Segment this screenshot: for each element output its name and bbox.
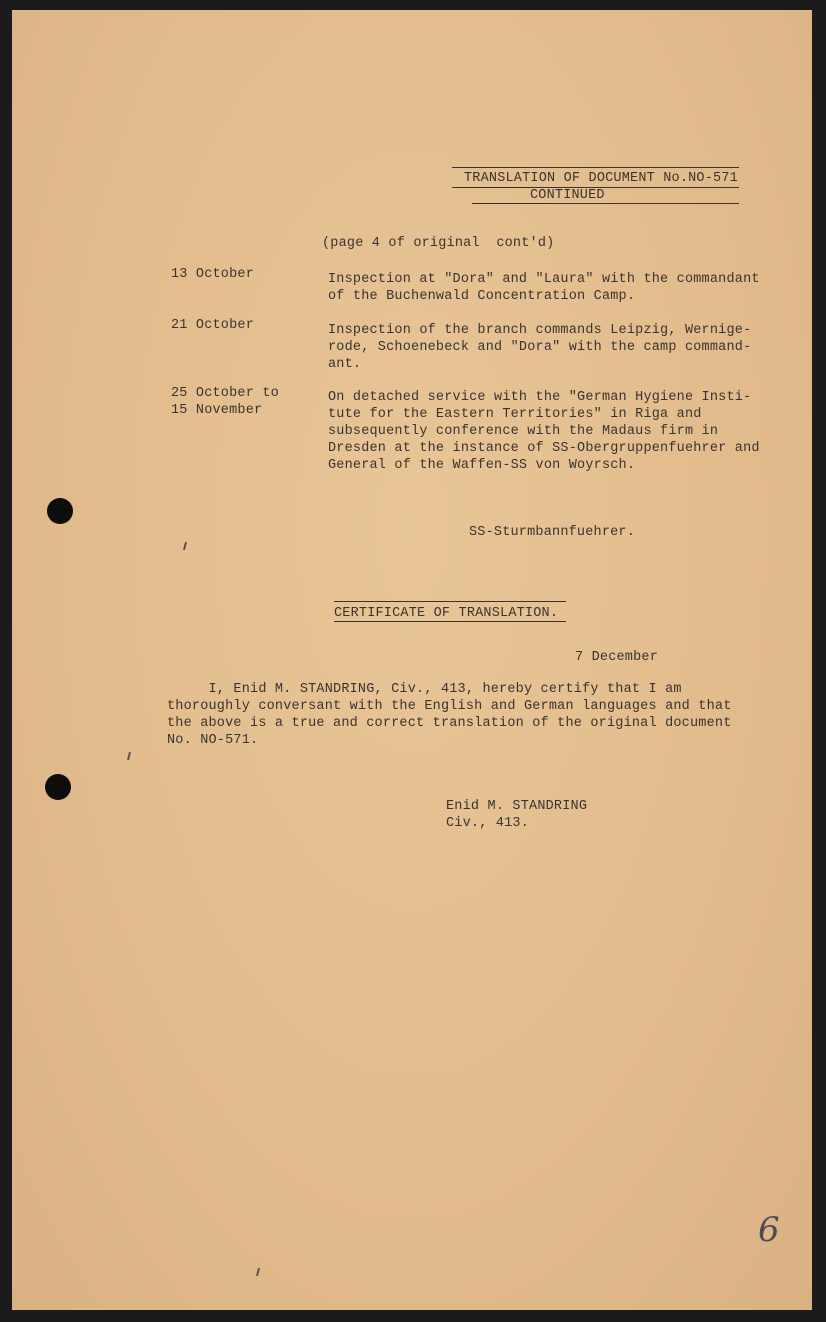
entry-text-line: Inspection at "Dora" and "Laura" with the commandant <box>328 272 760 287</box>
header-rule-top <box>452 167 739 168</box>
signer-name: Enid M. STANDRING <box>446 799 588 814</box>
entry-text-line: subsequently conference with the Madaus firm in <box>328 424 719 439</box>
certificate-body-line: No. NO-571. <box>167 733 259 748</box>
entry-text-line: On detached service with the "German Hygiene Insti- <box>328 390 752 405</box>
stray-mark <box>256 1268 260 1276</box>
certificate-heading: CERTIFICATE OF TRANSLATION. <box>334 606 559 621</box>
header-rule-bottom <box>472 203 739 204</box>
page-number: 6 <box>758 1210 780 1250</box>
entry-text-line: rode, Schoenebeck and "Dora" with the camp command- <box>328 340 752 355</box>
entry-date: 15 November <box>171 403 263 418</box>
document-page <box>12 10 812 1310</box>
entry-date: 21 October <box>171 318 255 333</box>
entry-text-line: General of the Waffen-SS von Woyrsch. <box>328 458 636 473</box>
entry-text-line: ant. <box>328 357 362 372</box>
certificate-date: 7 December <box>575 650 659 665</box>
certificate-body-line: thoroughly conversant with the English and German languages and that <box>167 699 732 714</box>
entry-text-line: Inspection of the branch commands Leipzig, Wernige- <box>328 323 752 338</box>
page-note: (page 4 of original cont'd) <box>322 236 555 251</box>
signature-rank: SS-Sturmbannfuehrer. <box>469 525 636 540</box>
entry-text-line: tute for the Eastern Territories" in Riga and <box>328 407 702 422</box>
punch-hole-bottom <box>45 774 71 800</box>
stray-mark <box>183 542 187 550</box>
certificate-rule-top <box>334 601 566 602</box>
punch-hole-top <box>47 498 73 524</box>
signer-detail: Civ., 413. <box>446 816 530 831</box>
entry-date: 13 October <box>171 267 255 282</box>
document-subtitle: CONTINUED <box>530 188 605 203</box>
entry-date: 25 October to <box>171 386 279 401</box>
certificate-body-line: I, Enid M. STANDRING, Civ., 413, hereby certify that I am <box>167 682 682 697</box>
stray-mark <box>127 752 131 760</box>
entry-text-line: of the Buchenwald Concentration Camp. <box>328 289 636 304</box>
entry-text-line: Dresden at the instance of SS-Obergruppenfuehrer and <box>328 441 760 456</box>
document-title: TRANSLATION OF DOCUMENT No.NO-571 <box>464 171 738 186</box>
certificate-body-line: the above is a true and correct translation of the original document <box>167 716 732 731</box>
certificate-rule-bottom <box>334 621 566 622</box>
